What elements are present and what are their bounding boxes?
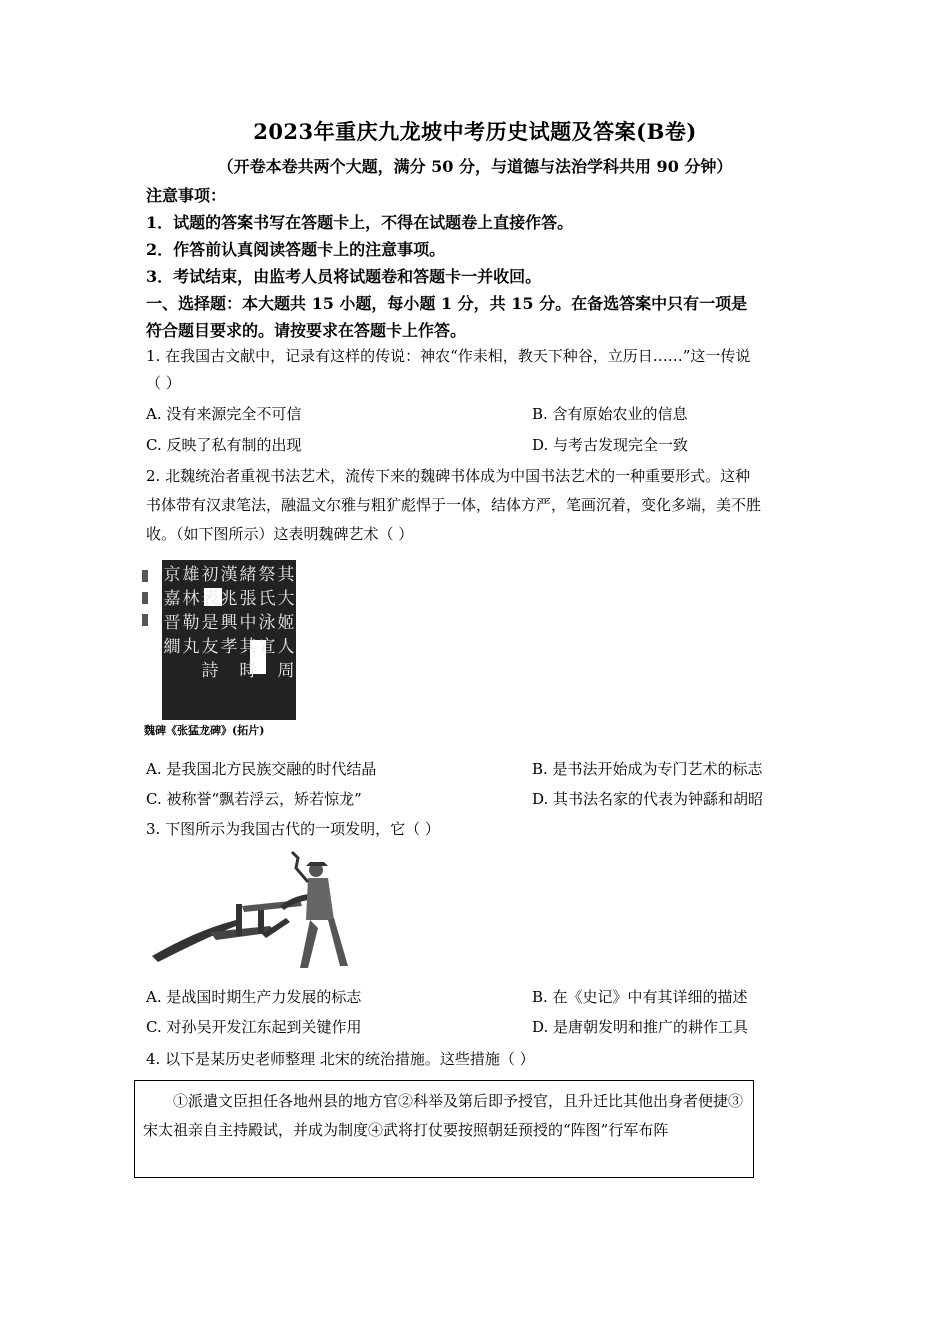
stele-char: 孝: [220, 637, 238, 657]
stele-char: 時: [239, 661, 257, 681]
page-subtitle: （开卷本卷共两个大题，满分 50 分，与道德与法治学科共用 90 分钟）: [217, 157, 733, 176]
plow-illustration: [150, 848, 350, 972]
stele-char: 詩: [201, 661, 219, 681]
stele-char: 勒: [182, 613, 200, 633]
question-1-bracket: （ ）: [146, 374, 181, 392]
stele-char: 姬: [277, 613, 295, 633]
stele-char: 晋: [163, 613, 181, 633]
q2-option-c: C. 被称誉“飘若浮云，矫若惊龙”: [146, 790, 362, 808]
stele-char: 京: [163, 565, 181, 585]
q1-option-c: C. 反映了私有制的出现: [146, 436, 302, 454]
stele-char: 其: [277, 565, 295, 585]
stele-char: 周: [277, 661, 295, 681]
question-4-stem: 4. 以下是某历史老师整理 北宋的统治措施。这些措施（ ）: [146, 1050, 535, 1068]
stele-char: 氏: [258, 589, 276, 609]
note-item: 2．作答前认真阅读答题卡上的注意事项。: [146, 240, 446, 259]
stele-rubbing-image: [140, 560, 300, 742]
question-2-stem-cont: 书体带有汉隶笔法，融温文尔雅与粗犷彪悍于一体，结体方严，笔画沉着，变化多端，美不胜: [146, 496, 762, 514]
stele-char: 漢: [220, 565, 238, 585]
section-heading: 一、选择题：本大题共 15 小题，每小题 1 分，共 15 分。在备选答案中只有一项是: [146, 294, 748, 313]
stele-char: 祭: [258, 565, 276, 585]
stele-char: 興: [220, 613, 238, 633]
q1-option-a: A. 没有来源完全不可信: [146, 405, 302, 423]
stele-char: 初: [201, 565, 219, 585]
q3-option-d: D. 是唐朝发明和推广的耕作工具: [532, 1018, 749, 1036]
stele-char: 林: [182, 589, 200, 609]
q3-option-c: C. 对孙吴开发江东起到关键作用: [146, 1018, 362, 1036]
note-item: 3．考试结束，由监考人员将试题卷和答题卡一并收回。: [146, 267, 542, 286]
q3-option-b: B. 在《史记》中有其详细的描述: [532, 988, 748, 1006]
notes-heading: 注意事项：: [146, 186, 227, 205]
q2-option-d: D. 其书法名家的代表为钟繇和胡昭: [532, 790, 764, 808]
q1-option-b: B. 含有原始农业的信息: [532, 405, 688, 423]
section-heading-cont: 符合题目要求的。请按要求在答题卡上作答。: [146, 321, 467, 340]
q1-option-d: D. 与考古发现完全一致: [532, 436, 689, 454]
q3-option-a: A. 是战国时期生产力发展的标志: [146, 988, 362, 1006]
question-2-stem: 2. 北魏统治者重视书法艺术，流传下来的魏碑书体成为中国书法艺术的一种重要形式。这种: [146, 467, 751, 485]
note-item: 1．试题的答案书写在答题卡上，不得在试题卷上直接作答。: [146, 213, 574, 232]
question-2-stem-end: 收。（如下图所示）这表明魏碑艺术（ ）: [146, 525, 414, 543]
stele-char: 大: [277, 589, 295, 609]
question-3-stem: 3. 下图所示为我国古代的一项发明，它（ ）: [146, 820, 440, 838]
stele-char: 是: [201, 613, 219, 633]
stele-char: 人: [277, 637, 295, 657]
question-1-stem: 1. 在我国古文献中，记录有这样的传说：神农“作耒相，教天下种谷，立历日……”这一传说: [146, 347, 751, 365]
stele-char: 嘉: [163, 589, 181, 609]
stele-char: 張: [239, 589, 257, 609]
q2-option-a: A. 是我国北方民族交融的时代结晶: [146, 760, 377, 778]
measures-text: ①派遣文臣担任各地州县的地方官②科举及第后即予授官，且升迁比其他出身者便捷③宋太祖亲自主持殿试，并成为制度④武将打仗要按照朝廷预授的“阵图”行军布阵: [143, 1092, 744, 1139]
stele-char: 緒: [239, 565, 257, 585]
stele-char: 繝: [163, 637, 181, 657]
stele-char: 表: [201, 589, 219, 609]
stele-char: 兆: [220, 589, 238, 609]
stele-char: 泳: [258, 613, 276, 633]
stele-char: 其: [239, 637, 257, 657]
q2-option-b: B. 是书法开始成为专门艺术的标志: [532, 760, 763, 778]
measures-box: [134, 1080, 754, 1178]
stele-char: 中: [239, 613, 257, 633]
stele-caption: 魏碑《张猛龙碑》(拓片): [144, 724, 265, 737]
page-title: 2023年重庆九龙坡中考历史试题及答案(B卷): [253, 119, 697, 144]
stele-char: 丸: [182, 637, 200, 657]
stele-char: 友: [201, 637, 219, 657]
stele-char: 雄: [182, 565, 200, 585]
stele-char: 宣: [258, 637, 276, 657]
